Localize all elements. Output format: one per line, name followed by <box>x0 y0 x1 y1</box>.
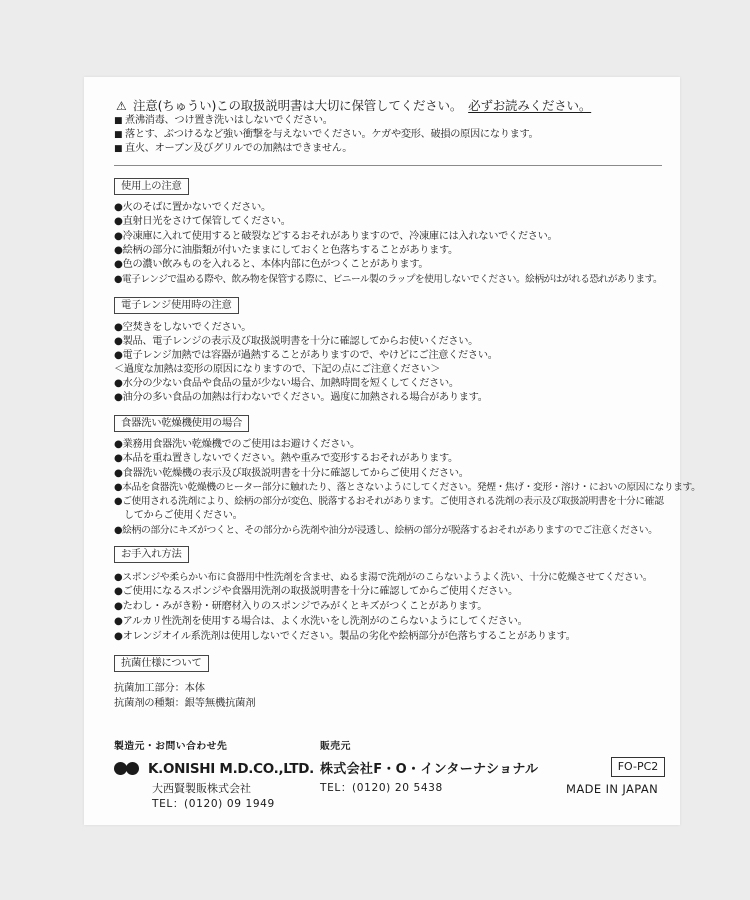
list-item: ●油分の多い食品の加熱は行わないでください。過度に加熱される場合があります。 <box>114 392 488 403</box>
list-item: ●たわし・みがき粉・研磨材入りのスポンジでみがくとキズがつくことがあります。 <box>114 601 488 612</box>
list-item: ●食器洗い乾燥機の表示及び取扱説明書を十分に確認してからご使用ください。 <box>114 468 469 479</box>
antibacterial-agent: 抗菌剤の種類：銀等無機抗菌剤 <box>114 697 256 709</box>
maker-logo: K.ONISHI M.D.CO.,LTD. <box>114 761 314 777</box>
seller-name: 株式会社F・O・インターナショナル <box>320 762 539 777</box>
section-title-dishwasher: 食器洗い乾燥機使用の場合 <box>114 415 249 432</box>
caution-title: 注意(ちゅうい)この取扱説明書は大切に保管してください。 <box>133 98 463 113</box>
list-item: ●本品を重ね置きしないでください。熱や重みで変形するおそれがあります。 <box>114 453 458 464</box>
maker-tel: TEL：(0120) 09 1949 <box>152 798 275 810</box>
bullet-icon: ■ <box>114 130 123 140</box>
section-title-antibacterial: 抗菌仕様について <box>114 655 209 672</box>
caution-item: ■ 落とす、ぶつけるなど強い衝撃を与えないでください。ケガや変形、破損の原因になります。 <box>114 129 539 140</box>
list-item: ●業務用食器洗い乾燥機でのご使用はお避けください。 <box>114 439 360 450</box>
section-title-microwave: 電子レンジ使用時の注意 <box>114 297 239 314</box>
list-item: ●電子レンジ加熱では容器が過熱することがありますので、やけどにご注意ください。 <box>114 350 498 361</box>
list-item: ●スポンジや柔らかい布に食器用中性洗剤を含ませ、ぬるま湯で洗剤がのこらないようよく洗い、十分に乾燥させてください。 <box>114 572 653 583</box>
caution-heading <box>116 96 591 114</box>
list-item: ●色の濃い飲みものを入れると、本体内部に色がつくことがあります。 <box>114 259 429 270</box>
caution-item: ■ 煮沸消毒、つけ置き洗いはしないでください。 <box>114 115 333 126</box>
list-item: ●火のそばに置かないでください。 <box>114 202 271 213</box>
list-item: ●直射日光をさけて保管してください。 <box>114 216 291 227</box>
list-item: ●製品、電子レンジの表示及び取扱説明書を十分に確認してからお使いください。 <box>114 336 479 347</box>
instruction-sheet <box>84 77 701 825</box>
list-item: ●水分の少ない食品や食品の量が少ない場合、加熱時間を短くしてください。 <box>114 378 459 389</box>
seller-label: 販売元 <box>320 741 351 752</box>
konishi-logo-icon <box>114 761 144 775</box>
warning-triangle-icon: ⚠ <box>116 99 127 113</box>
list-item: ●絵柄の部分にキズがつくと、その部分から洗剤や油分が浸透し、絵柄の部分が脱落するおそれがありますのでご注意ください。 <box>114 525 658 536</box>
list-item: ●ご使用になるスポンジや食器用洗剤の取扱説明書を十分に確認してからご使用ください。 <box>114 586 518 597</box>
list-item: ●オレンジオイル系洗剤は使用しないでください。製品の劣化や絵柄部分が色落ちすることがあります。 <box>114 631 576 642</box>
product-code: FO-PC2 <box>611 757 665 777</box>
maker-label: 製造元・お問い合わせ先 <box>114 741 228 752</box>
list-item: ●空焚きをしないでください。 <box>114 322 252 333</box>
list-item: ＜過度な加熱は変形の原因になりますので、下記の点にご注意ください＞ <box>114 364 441 375</box>
list-item: ●ご使用される洗剤により、絵柄の部分が変色、脱落するおそれがあります。ご使用される洗剤の表示及び取扱説明書を十分に確認 <box>114 496 664 507</box>
bullet-icon: ■ <box>114 116 123 126</box>
section-title-care: お手入れ方法 <box>114 546 189 563</box>
list-item: ●電子レンジで温める際や、飲み物を保管する際に、ビニール製のラップを使用しないでください。絵柄がはがれる恐れがあります。 <box>114 274 663 285</box>
made-in-label: MADE IN JAPAN <box>566 782 659 796</box>
must-read-note: 必ずお読みください。 <box>468 98 592 113</box>
section-title-usage: 使用上の注意 <box>114 178 189 195</box>
list-item: ●冷凍庫に入れて使用すると破裂などするおそれがありますので、冷凍庫には入れないでください。 <box>114 231 558 242</box>
list-item: ●本品を食器洗い乾燥機のヒーター部分に触れたり、落とさないようにしてください。発煙・焦げ・変形・溶け・においの原因になります。 <box>114 482 701 493</box>
caution-item: ■ 直火、オーブン及びグリルでの加熱はできません。 <box>114 143 353 154</box>
divider <box>114 165 662 166</box>
seller-tel: TEL：(0120) 20 5438 <box>320 782 443 794</box>
list-item: してからご使用ください。 <box>114 510 243 521</box>
antibacterial-part: 抗菌加工部分：本体 <box>114 682 205 694</box>
list-item: ●アルカリ性洗剤を使用する場合は、よく水洗いをし洗剤がのこらないようにしてください。 <box>114 616 528 627</box>
bullet-icon: ■ <box>114 144 123 154</box>
maker-name: 大西賢製販株式会社 <box>152 782 251 795</box>
list-item: ●絵柄の部分に油脂類が付いたままにしておくと色落ちすることがあります。 <box>114 245 458 256</box>
